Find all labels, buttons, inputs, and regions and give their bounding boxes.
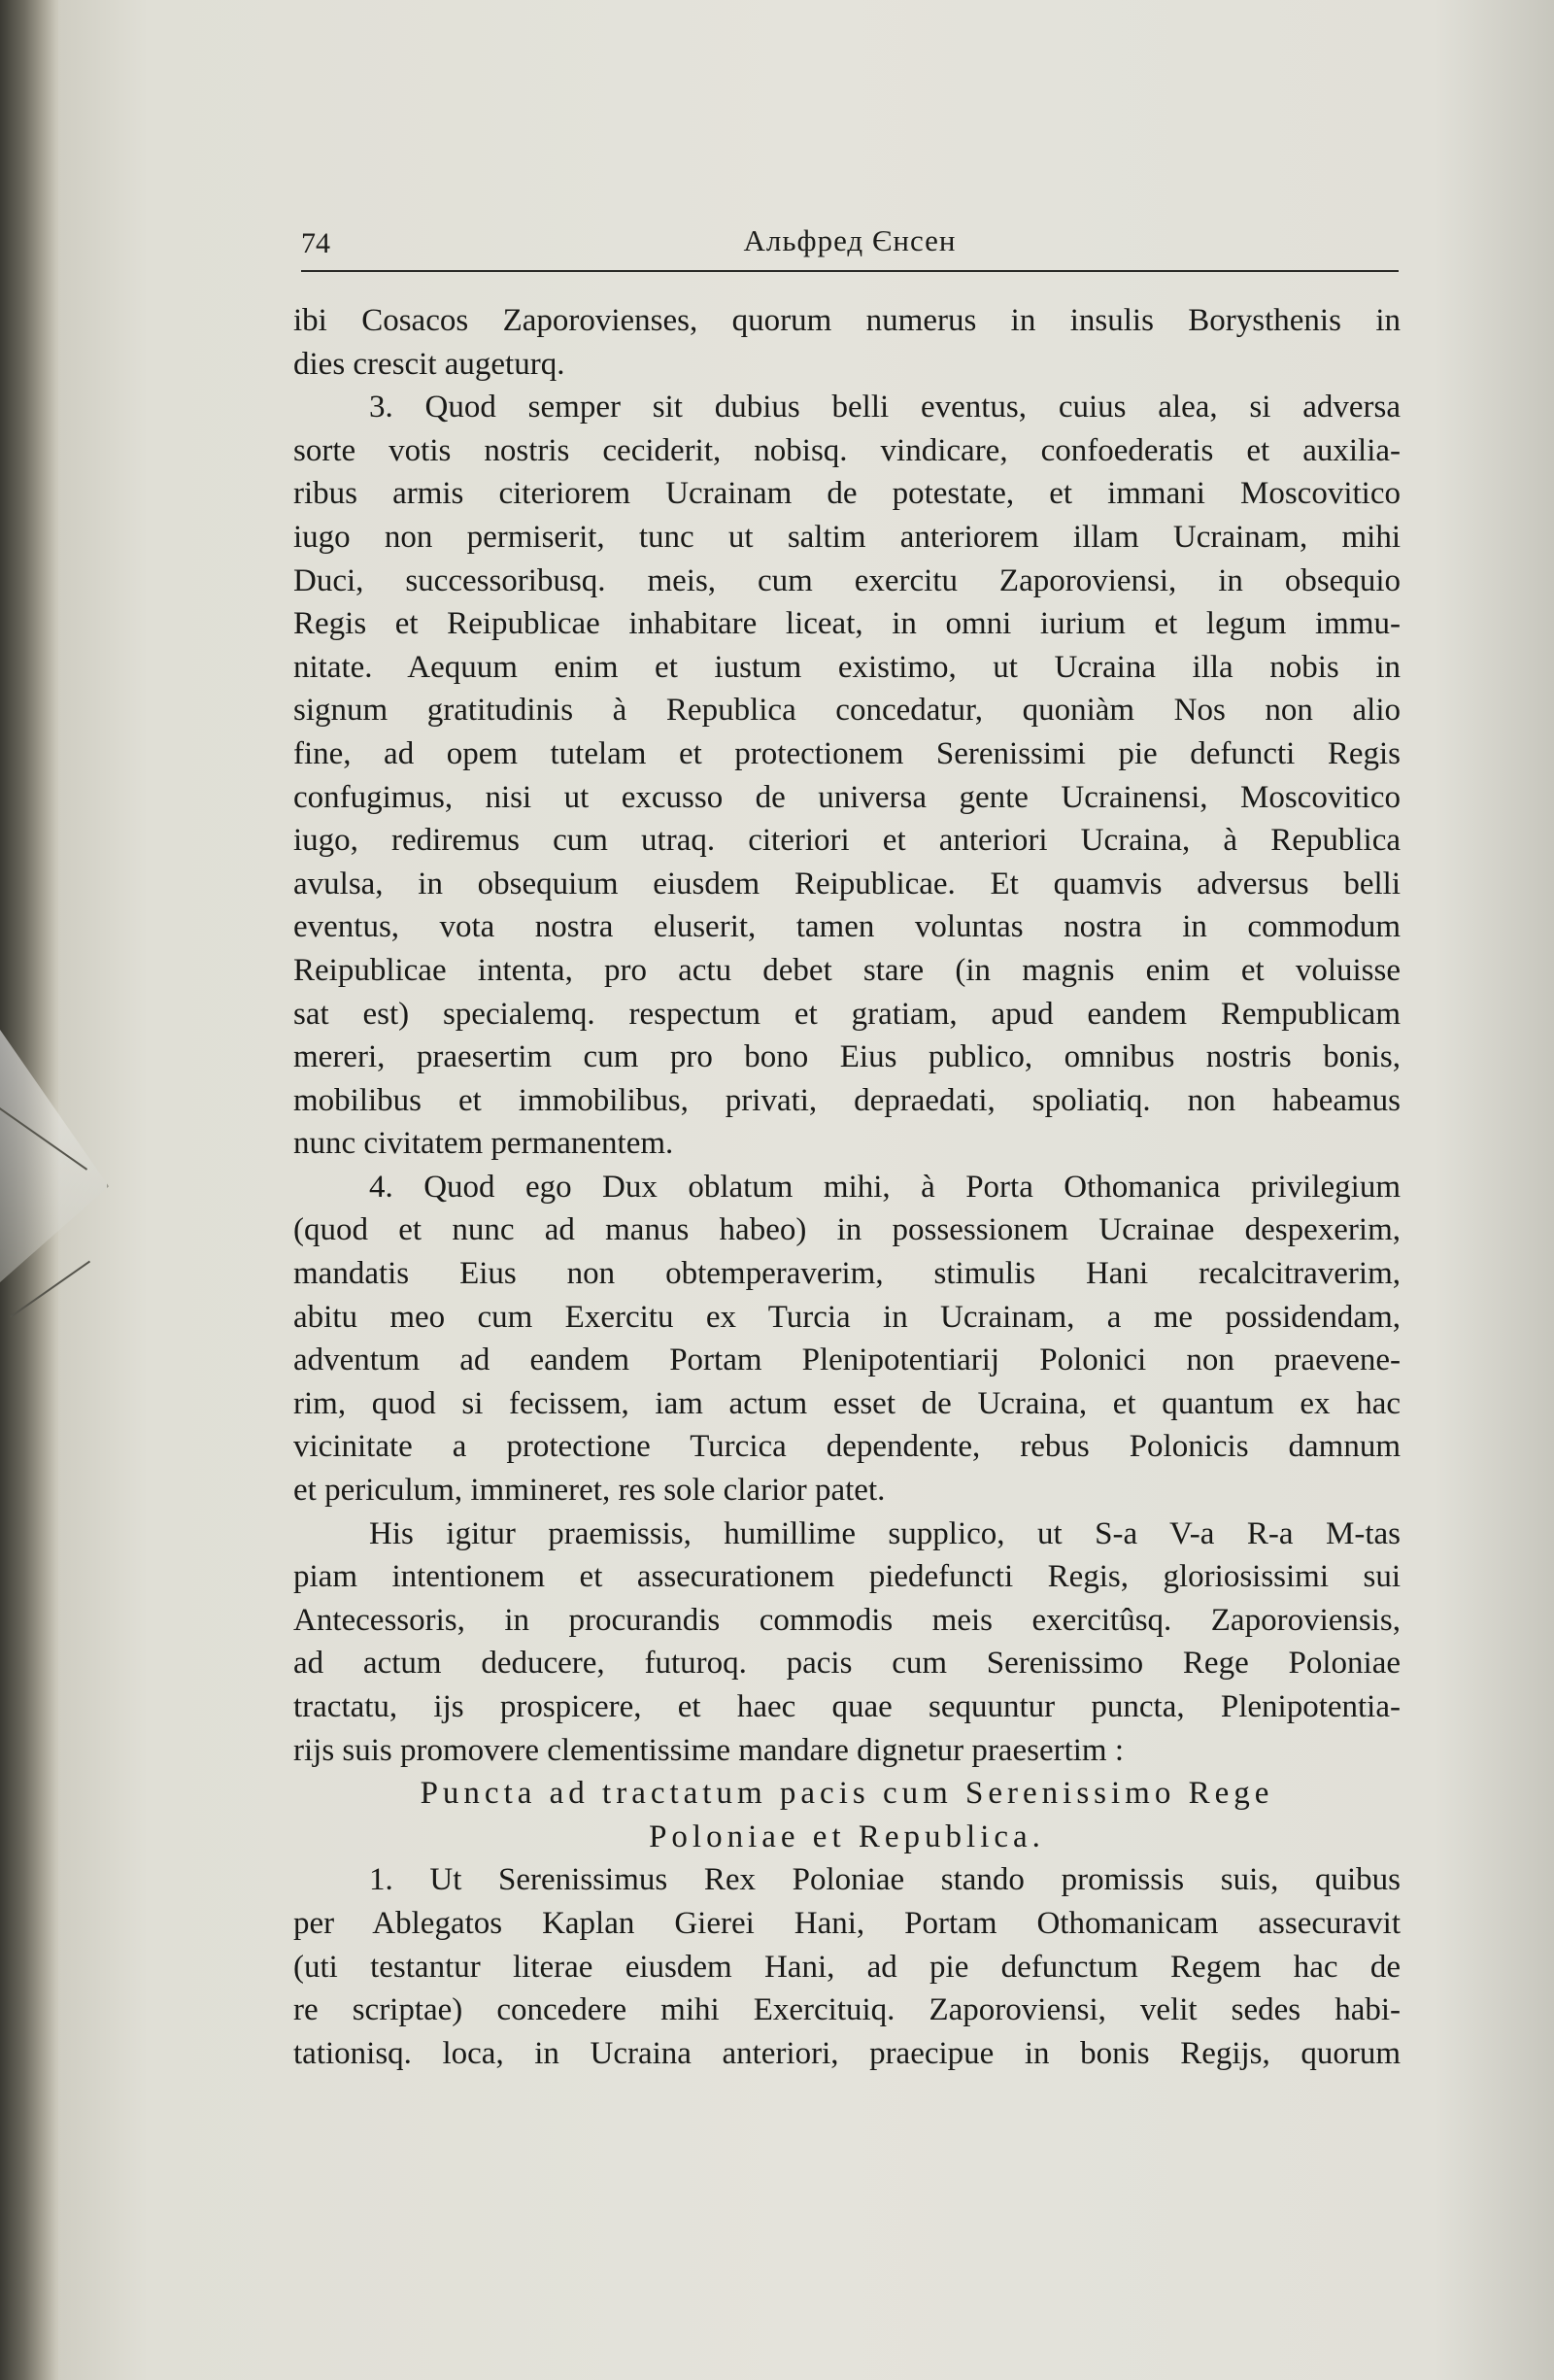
header-rule (301, 270, 1399, 272)
body-text (293, 299, 1401, 2075)
text-line: piam intentionem et assecurationem piedefuncti Regis, gloriosissimi sui (293, 1559, 1401, 1595)
text-line: re scriptae) concedere mihi Exercituiq. Zaporoviensi, velit sedes habi- (293, 1992, 1401, 2028)
text-line: mereri, praesertim cum pro bono Eius publico, omnibus nostris bonis, (293, 1039, 1401, 1075)
text-line: Antecessoris, in procurandis commodis meis exercitûsq. Zaporoviensis, (293, 1602, 1401, 1638)
text-line: 1. Ut Serenissimus Rex Poloniae stando promissis suis, quibus (369, 1862, 1401, 1898)
text-line: iugo non permiserit, tunc ut saltim anteriorem illam Ucrainam, mihi (293, 519, 1401, 555)
text-line: eventus, vota nostra eluserit, tamen voluntas nostra in commodum (293, 909, 1401, 945)
text-line: nunc civitatem permanentem. (293, 1126, 674, 1162)
text-line: mandatis Eius non obtemperaverim, stimulis Hani recalcitraverim, (293, 1256, 1401, 1292)
text-line: vicinitate a protectione Turcica dependente, rebus Polonicis damnum (293, 1429, 1401, 1465)
text-line: dies crescit augeturq. (293, 346, 565, 382)
text-line: per Ablegatos Kaplan Gierei Hani, Portam Othomanicam assecuravit (293, 1905, 1401, 1941)
text-line: tractatu, ijs prospicere, et haec quae sequuntur puncta, Plenipotentia- (293, 1689, 1401, 1724)
text-line: tationisq. loca, in Ucraina anteriori, praecipue in bonis Regijs, quorum (293, 2035, 1401, 2071)
text-line: Reipublicae intenta, pro actu debet stare (in magnis enim et voluisse (293, 952, 1401, 988)
text-line: rijs suis promovere clementissime mandare dignetur praesertim : (293, 1732, 1125, 1768)
text-line: 4. Quod ego Dux oblatum mihi, à Porta Othomanica privilegium (369, 1169, 1401, 1205)
text-line: ibi Cosacos Zaporovienses, quorum numerus in insulis Borysthenis in (293, 303, 1401, 338)
text-line: Regis et Reipublicae inhabitare liceat, in omni iurium et legum immu- (293, 606, 1401, 642)
text-line: His igitur praemissis, humillime supplico, ut S-a V-a R-a M-tas (369, 1515, 1401, 1551)
text-line: sorte votis nostris ceciderit, nobisq. vindicare, confoederatis et auxilia- (293, 432, 1401, 468)
page-number: 74 (301, 227, 330, 259)
text-line: ad actum deducere, futuroq. pacis cum Serenissimo Rege Poloniae (293, 1646, 1401, 1682)
text-line: rim, quod si fecissem, iam actum esset de Ucraina, et quantum ex hac (293, 1385, 1401, 1421)
text-line: nitate. Aequum enim et iustum existimo, ut Ucraina illa nobis in (293, 649, 1401, 685)
text-line: Duci, successoribusq. meis, cum exercitu Zaporoviensi, in obsequio (293, 562, 1401, 598)
text-line: (uti testantur literae eiusdem Hani, ad pie defunctum Regem hac de (293, 1949, 1401, 1985)
text-line: Puncta ad tractatum pacis cum Serenissimo Rege (420, 1776, 1274, 1812)
text-line: ribus armis citeriorem Ucrainam de potestate, et immani Moscovitico (293, 476, 1401, 512)
text-line: confugimus, nisi ut excusso de universa gente Ucrainensi, Moscovitico (293, 779, 1401, 815)
text-line: adventum ad eandem Portam Plenipotentiarij Polonici non praevene- (293, 1343, 1401, 1378)
text-line: (quod et nunc ad manus habeo) in possessionem Ucrainae despexerim, (293, 1212, 1401, 1248)
text-line: fine, ad opem tutelam et protectionem Serenissimi pie defuncti Regis (293, 735, 1401, 771)
text-line: sat est) specialemq. respectum et gratiam, apud eandem Rempublicam (293, 996, 1401, 1032)
running-head: Альфред Єнсен (743, 223, 957, 257)
text-line: Poloniae et Republica. (649, 1819, 1045, 1854)
text-line: avulsa, in obsequium eiusdem Reipublicae. Et quamvis adversus belli (293, 866, 1401, 901)
text-line: 3. Quod semper sit dubius belli eventus, cuius alea, si adversa (369, 390, 1401, 425)
text-line: iugo, rediremus cum utraq. citeriori et anteriori Ucraina, à Republica (293, 823, 1401, 859)
text-line: abitu meo cum Exercitu ex Turcia in Ucrainam, a me possidendam, (293, 1299, 1401, 1335)
text-line: et periculum, immineret, res sole clarior patet. (293, 1473, 886, 1509)
page-header (301, 220, 1399, 272)
text-line: mobilibus et immobilibus, privati, depraedati, spoliatiq. non habeamus (293, 1082, 1401, 1118)
text-line: signum gratitudinis à Republica concedatur, quoniàm Nos non alio (293, 693, 1401, 729)
